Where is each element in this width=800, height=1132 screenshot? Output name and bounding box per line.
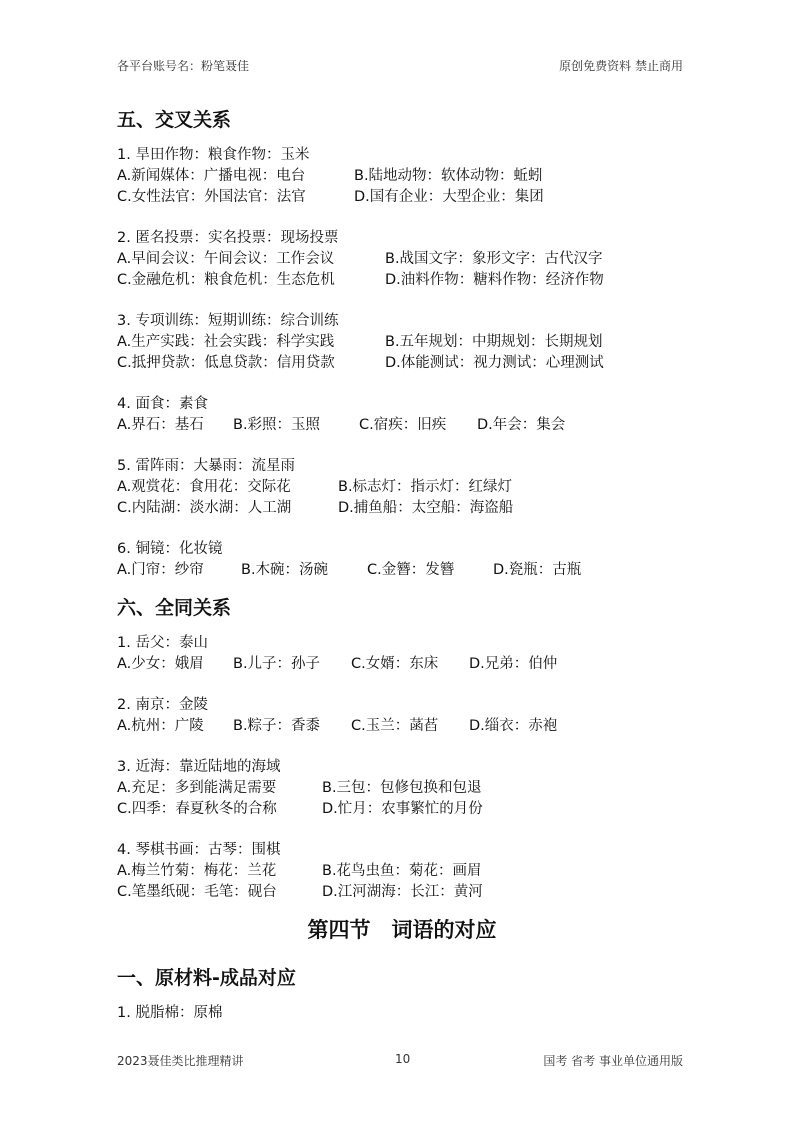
option: D.国有企业：大型企业：集团 — [354, 189, 544, 205]
question-stem: 5. 雷阵雨：大暴雨：流星雨 — [117, 458, 295, 474]
question-stem: 6. 铜镜：化妆镜 — [117, 541, 223, 557]
option: C.内陆湖：淡水湖：人工湖 — [117, 500, 292, 516]
option-row — [117, 882, 687, 903]
option: B.木碗：汤碗 — [241, 562, 329, 578]
header-account-name: 各平台账号名：粉笔聂佳 — [117, 59, 250, 73]
option: D.缁衣：赤袍 — [469, 718, 558, 734]
question-stem: 4. 面食：素食 — [117, 396, 208, 412]
option: A.观赏花：食用花：交际花 — [117, 479, 291, 495]
option-row — [117, 477, 687, 498]
option: D.江河湖海：长江：黄河 — [322, 884, 483, 900]
chapter-title: 第四节 词语的对应 — [307, 918, 497, 942]
option-row — [117, 270, 687, 291]
question-stem: 1. 旱田作物：粮食作物：玉米 — [117, 147, 310, 163]
option: B.陆地动物：软体动物：蚯蚓 — [354, 168, 543, 184]
option: C.宿疾：旧疾 — [359, 417, 447, 433]
page-number: 10 — [395, 1052, 411, 1066]
question-item — [117, 840, 687, 903]
question-item — [117, 145, 687, 208]
question-stem: 1. 脱脂棉：原棉 — [117, 1005, 223, 1021]
option-row — [117, 861, 687, 882]
option: A.充足：多到能满足需要 — [117, 780, 277, 796]
option: B.彩照：玉照 — [233, 417, 321, 433]
option-row — [117, 166, 687, 187]
option: D.油料作物：糖料作物：经济作物 — [385, 272, 604, 288]
question-stem: 3. 近海：靠近陆地的海域 — [117, 759, 281, 775]
option: B.儿子：孙子 — [233, 656, 321, 672]
question-item — [117, 757, 687, 820]
option-row — [117, 654, 687, 675]
header-notice: 原创免费资料 禁止商用 — [559, 59, 683, 73]
question-item — [117, 311, 687, 374]
question-item — [117, 695, 687, 737]
section-title: 五、交叉关系 — [117, 109, 232, 131]
option: D.瓷瓶：古瓶 — [493, 562, 582, 578]
option-row — [117, 249, 687, 270]
option-row — [117, 778, 687, 799]
option: B.战国文字：象形文字：古代汉字 — [385, 251, 603, 267]
option: B.粽子：香黍 — [233, 718, 321, 734]
question-stem: 2. 匿名投票：实名投票：现场投票 — [117, 230, 339, 246]
question-item — [117, 633, 687, 675]
option: D.忙月：农事繁忙的月份 — [322, 801, 483, 817]
option: B.标志灯：指示灯：红绿灯 — [338, 479, 513, 495]
question-stem: 2. 南京：金陵 — [117, 697, 208, 713]
option: C.金簪：发簪 — [367, 562, 455, 578]
option: D.体能测试：视力测试：心理测试 — [385, 355, 604, 371]
option: A.新闻媒体：广播电视：电台 — [117, 168, 306, 184]
option: A.生产实践：社会实践：科学实践 — [117, 334, 335, 350]
option-row — [117, 353, 687, 374]
option-row — [117, 415, 687, 436]
section-title: 六、全同关系 — [117, 597, 232, 619]
question-stem: 4. 琴棋书画：古琴：围棋 — [117, 842, 281, 858]
option-row — [117, 332, 687, 353]
question-stem: 1. 岳父：泰山 — [117, 635, 208, 651]
option: C.抵押贷款：低息贷款：信用贷款 — [117, 355, 335, 371]
option: C.玉兰：菡萏 — [351, 718, 439, 734]
option-row — [117, 716, 687, 737]
option: D.年会：集会 — [477, 417, 566, 433]
option: A.杭州：广陵 — [117, 718, 204, 734]
question-stem: 3. 专项训练：短期训练：综合训练 — [117, 313, 339, 329]
option: B.花鸟虫鱼：菊花：画眉 — [322, 863, 482, 879]
option: B.三包：包修包换和包退 — [322, 780, 482, 796]
option: C.女性法官：外国法官：法官 — [117, 189, 306, 205]
option: C.女婿：东床 — [351, 656, 439, 672]
option: D.捕鱼船：太空船：海盗船 — [338, 500, 514, 516]
option: A.梅兰竹菊：梅花：兰花 — [117, 863, 277, 879]
section-title: 一、原材料-成品对应 — [117, 967, 296, 989]
question-item — [117, 394, 687, 436]
option: B.五年规划：中期规划：长期规划 — [385, 334, 603, 350]
option: A.少女：娥眉 — [117, 656, 204, 672]
option-row — [117, 799, 687, 820]
option-row — [117, 498, 687, 519]
option: A.门帘：纱帘 — [117, 562, 204, 578]
option: A.早间会议：午间会议：工作会议 — [117, 251, 335, 267]
option: C.金融危机：粮食危机：生态危机 — [117, 272, 335, 288]
option: D.兄弟：伯仲 — [469, 656, 558, 672]
question-item — [117, 539, 687, 581]
question-item — [117, 228, 687, 291]
option: A.界石：基石 — [117, 417, 204, 433]
footer-edition: 国考 省考 事业单位通用版 — [543, 1054, 683, 1068]
option-row — [117, 560, 687, 581]
option: C.四季：春夏秋冬的合称 — [117, 801, 277, 817]
question-item — [117, 456, 687, 519]
option: C.笔墨纸砚：毛笔：砚台 — [117, 884, 277, 900]
document-body — [117, 105, 687, 1024]
footer-book-title: 2023聂佳类比推理精讲 — [117, 1054, 244, 1068]
option-row — [117, 187, 687, 208]
